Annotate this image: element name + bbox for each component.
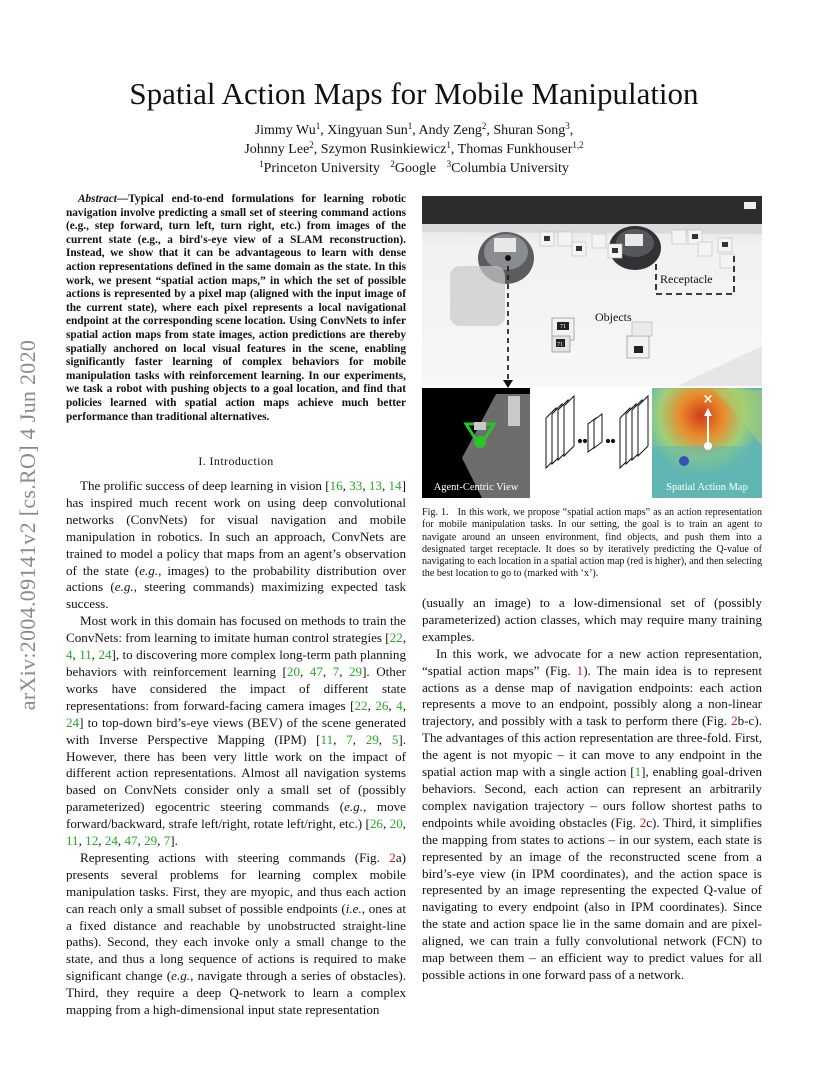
best-action-marker-icon: ×: [702, 392, 714, 407]
author-name: Szymon Rusinkiewicz: [320, 142, 447, 157]
intro-column-right: (usually an image) to a low-dimensional set of (possibly parameterized) action classes, which may require many training examples. In this work, we advocate for a new action representation, “spatial action maps” (Fig. 1). The main idea is to represent actions as a dense map of navigation endpoints: each action represents a move to an endpoint, possibly along a non-linear trajectory, and possibly with a task to perform there (Fig. 2b-c). The advantages of this action representation are three-fold. First, the agent is not myopic – it can move to any endpoint in the spatial action map with a single action [1], enabling goal-driven behaviors. Second, each action can represent an arbitrarily complex navigation trajectory – ours follow shortest paths to endpoints while avoiding obstacles (Fig. 2c). Third, it simplifies the mapping from states to actions – in our system, each state is represented by an image of the reconstructed scene from a bird’s-eye view (in IPM coordinates), and the action space is represented by an image representing the expected Q-value of navigating to every endpoint (also in IPM coordinates). Since the state and action space lie in the same domain and are pixel-aligned, we can train a fully convolutional network (FCN) to map between them – an efficient way to predict values for all possible actions in one forward pass of a network.: [422, 595, 762, 982]
author-affiliation-mark: 1: [315, 121, 321, 131]
scene-photo: [422, 196, 762, 388]
affiliation-name: Princeton University: [263, 161, 380, 176]
figure-caption: [422, 507, 762, 581]
author-name: Jimmy Wu: [254, 123, 316, 138]
author-name: Andy Zeng: [418, 123, 482, 138]
affiliation-number: 2: [390, 159, 395, 169]
author-affiliation-mark: 2: [481, 121, 487, 131]
affiliation-name: Columbia University: [451, 161, 569, 176]
intro-column-left: The prolific success of deep learning in vision [16, 33, 13, 14] has inspired much recent work on using deep convolutional networks (ConvNets) for visual navigation and mobile manipulation in robotics. In such an approach, ConvNets are trained to model a policy that maps from an agent’s observation of the state (e.g., images) to the probability distribution over actions (e.g., steering commands) maximizing expected task success. Most work in this domain has focused on methods to train the ConvNets: from learning to imitate human control strategies [22, 4, 11, 24], to discovering more complex long-term path planning behaviors with reinforcement learning [20, 47, 7, 29]. Other works have considered the impact of different state representations: from forward-facing camera images [22, 26, 4, 24] to top-down bird’s-eye views (BEV) of the scene generated with Inverse Perspective Mapping (IPM) [11, 7, 29, 5]. However, there has been very little work on the impact of different action representations. Almost all navigation systems based on ConvNets consider only a small set of (possibly parameterized) egocentric steering commands (e.g., move forward/backward, strafe left/right, rotate left/right, etc.) [26, 20, 11, 12, 24, 47, 29, 7]. Representing actions with steering commands (Fig. 2a) presents several problems for learning complex mobile manipulation tasks. First, they are myopic, and thus each action can reach only a small subset of possible endpoints (i.e., ones at a fixed distance and reachable by unobstructed straight-line paths). Second, they each invoke only a small change to the state, and thus a long sequence of actions is required to make significant change (e.g., navigate through a series of obstacles). Third, they require a deep Q-network to learn a complex mapping from a high-dimensional input state representation: [66, 478, 407, 1018]
section-heading: I. Introduction: [198, 454, 274, 468]
cube-mark: 71: [560, 324, 566, 330]
author-affiliation-mark: 1: [446, 140, 451, 150]
author-line-2: Johnny Lee$^2$, Szymon Rusinkiewicz$^1$, Thomas Funkhouser$^{1,2}$: [244, 140, 584, 157]
author-affiliation-mark: 1: [407, 121, 413, 131]
abstract: [66, 193, 406, 424]
affiliation-number: 1: [259, 159, 264, 169]
action-map-label: Spatial Action Map: [666, 482, 748, 493]
paper-title: Spatial Action Maps for Mobile Manipulation: [129, 76, 699, 111]
author-name: Shuran Song: [493, 123, 566, 138]
author-line-1: Jimmy Wu$^1$, Xingyuan Sun$^1$, Andy Zeng$^2$, Shuran Song$^3$,: [254, 121, 574, 138]
affiliation-number: 3: [446, 159, 452, 169]
caption-label: Fig. 1.: [422, 507, 449, 518]
author-block: [0, 121, 828, 178]
receptacle-label: Receptacle: [660, 272, 713, 286]
abstract-label: Abstract: [78, 193, 117, 205]
agent-centric-view-panel: [422, 388, 530, 498]
figure-1: [422, 196, 762, 498]
affiliation-name: Google: [394, 161, 437, 176]
agent-view-label: Agent-Centric View: [433, 482, 519, 493]
arxiv-stamp: [6, 290, 50, 760]
objects-label: Objects: [595, 310, 632, 324]
spatial-action-map-panel: [652, 388, 762, 498]
author-name: Johnny Lee: [244, 142, 310, 157]
author-name: Xingyuan Sun: [327, 123, 408, 138]
arxiv-id: arXiv:2004.09141v2 [cs.RO] 4 Jun 2020: [15, 339, 40, 711]
author-affiliation-mark: 3: [565, 121, 570, 131]
author-affiliation-mark: 1,2: [572, 140, 584, 150]
cube-mark: 71: [557, 342, 563, 348]
author-affiliation-mark: 2: [309, 140, 314, 150]
convnet-diagram: [546, 396, 648, 468]
affiliations: [0, 159, 828, 178]
author-name: Thomas Funkhouser: [457, 142, 573, 157]
abstract-text: —Typical end-to-end formulations for learning robotic navigation involve predicting a small set of steering command actions (e.g., step forward, turn left, turn right, etc.) from images of the current state (e.g., a bird's-eye view of a SLAM reconstruction). Instead, we show that it can be advantageous to learn with dense action representations defined in the same domain as the state. In this work, we present “spatial action maps,” in which the set of possible actions is represented by a pixel map (aligned with the input image of the current state), where each pixel represents a local navigational endpoint at the corresponding scene location. Using ConvNets to infer spatial action maps from state images, action predictions are thereby spatially anchored on local visual features in the scene, enabling significantly faster learning of complex behaviors for mobile manipulation tasks with reinforcement learning. In our experiments, we task a robot with pushing objects to a goal location, and find that policies learned with spatial action maps achieve much better performance than traditional alternatives.: [66, 193, 406, 423]
caption-text: In this work, we propose “spatial action maps” as an action representation for mobile manipulation tasks. In our setting, the goal is to train an agent to navigate around an unseen environment, find objects, and push them into a designated target receptacle. It does so by iteratively predicting the Q-value of navigating to each location in a spatial action map (red is higher), and then selecting the best location to go to (marked with ‘x’).: [422, 507, 762, 580]
